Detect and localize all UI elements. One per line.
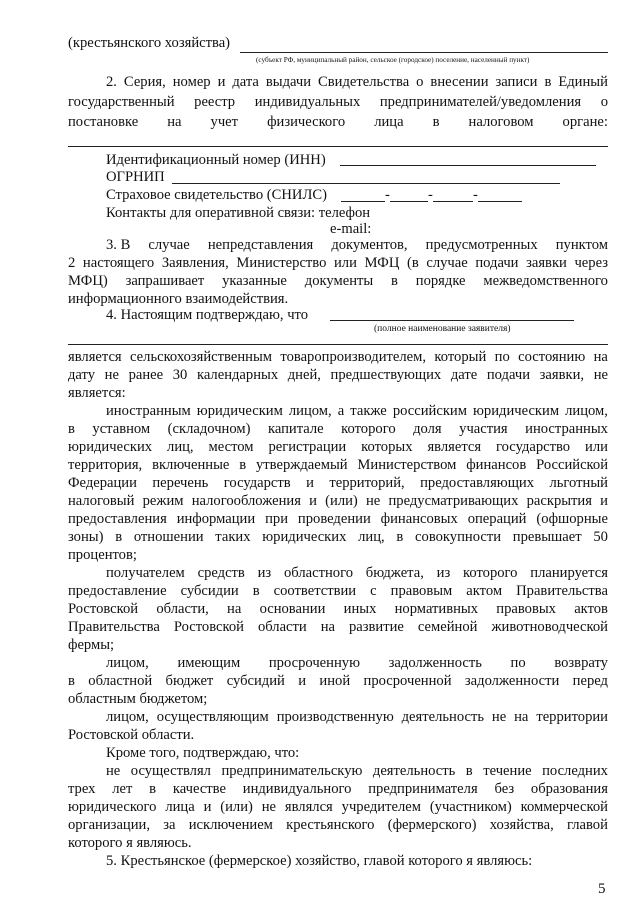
- applicant-fill-line: [68, 344, 608, 345]
- word: финансов: [466, 457, 527, 473]
- word: образования: [530, 781, 608, 797]
- word: которого: [341, 421, 396, 437]
- section3-line4: информационного взаимодействия.: [68, 291, 289, 307]
- word: или: [585, 439, 608, 455]
- snils-sep-2: -: [428, 187, 433, 203]
- word: просроченной: [363, 673, 452, 689]
- word: зоны): [68, 529, 104, 545]
- word: пунктом: [555, 237, 608, 253]
- word: информации: [176, 511, 256, 527]
- p3-line4: [68, 618, 608, 636]
- word: МФЦ: [364, 255, 400, 271]
- p2-line4: [68, 456, 608, 474]
- p2-line3: [68, 438, 608, 456]
- word: 3. В: [106, 237, 131, 253]
- p7-line1: [106, 762, 608, 780]
- word: в: [396, 529, 404, 545]
- word: Федерации: [68, 475, 137, 491]
- word: постановке: [68, 114, 139, 130]
- word: в: [252, 583, 260, 599]
- word: не: [261, 799, 277, 815]
- word: задолженность: [388, 655, 482, 671]
- word: Ростовской: [173, 619, 244, 635]
- word: на: [320, 619, 336, 635]
- word: запрашивает: [125, 273, 205, 289]
- word: раскрытия: [526, 493, 592, 509]
- word: не: [365, 493, 381, 509]
- word: Министерство: [236, 255, 327, 271]
- section3-line3: [68, 272, 608, 290]
- page-number: 5: [598, 881, 606, 897]
- word: таких: [215, 529, 251, 545]
- snils-sep-3: -: [473, 187, 478, 203]
- snils-label: Страховое свидетельство (СНИЛС): [106, 187, 327, 203]
- word: при: [265, 511, 289, 527]
- word: областного: [284, 565, 353, 581]
- ogrnip-fill-line: [172, 183, 560, 184]
- word: предоставление: [68, 583, 167, 599]
- word: территории: [536, 709, 608, 725]
- word: бюджет: [165, 673, 214, 689]
- word: в: [432, 114, 440, 130]
- word: реестр: [194, 94, 236, 110]
- word: операций: [467, 511, 527, 527]
- word: МФЦ): [68, 273, 108, 289]
- word: подачи: [486, 367, 531, 383]
- word: предоставления: [68, 511, 167, 527]
- word: юридического: [68, 799, 157, 815]
- word: предоставляющих: [420, 475, 535, 491]
- word: в: [544, 74, 552, 90]
- word: и: [217, 74, 226, 90]
- word: являлся: [284, 799, 333, 815]
- p5-line1: [106, 708, 608, 726]
- word: и: [306, 475, 314, 491]
- word: областной: [88, 673, 153, 689]
- word: субсидий: [226, 673, 285, 689]
- word: иных: [343, 601, 377, 617]
- word: осуществляющим: [156, 709, 269, 725]
- word: 50: [593, 529, 608, 545]
- word: последних: [542, 763, 608, 779]
- word: участия: [459, 421, 508, 437]
- word: правовых: [496, 601, 556, 617]
- word: номер: [172, 74, 211, 90]
- p2-line1: [106, 402, 608, 420]
- word: отношении: [133, 529, 204, 545]
- word: через: [574, 255, 608, 271]
- word: юридических: [68, 439, 153, 455]
- word: которого: [463, 565, 518, 581]
- word: (офшорные: [536, 511, 608, 527]
- word: документы: [304, 273, 374, 289]
- word: в: [391, 273, 398, 289]
- word: без: [494, 781, 515, 797]
- word: предпринимательскую: [221, 763, 363, 779]
- word: трех: [68, 781, 96, 797]
- section3-line1: [106, 236, 608, 254]
- word: лицом,: [288, 403, 332, 419]
- word: регистрации: [268, 439, 347, 455]
- word: превышает: [512, 529, 582, 545]
- word: проведении: [297, 511, 371, 527]
- word: развитие: [349, 619, 404, 635]
- word: дату: [68, 367, 96, 383]
- word: выдачи: [265, 74, 312, 90]
- word: который: [434, 349, 487, 365]
- word: в: [239, 457, 247, 473]
- word: лица: [374, 114, 404, 130]
- word: иностранным: [106, 403, 191, 419]
- word: местом: [208, 439, 254, 455]
- word: о: [600, 94, 608, 110]
- word: за: [163, 817, 176, 833]
- p6-line: Кроме того, подтверждаю, что:: [106, 745, 300, 761]
- word: получателем: [106, 565, 185, 581]
- word: а: [337, 403, 345, 419]
- word: Правительства: [68, 619, 160, 635]
- word: актов: [574, 601, 608, 617]
- word: (или): [325, 493, 358, 509]
- word: в: [68, 673, 75, 689]
- snils-part4-line: [478, 201, 522, 202]
- word: (в: [406, 255, 419, 271]
- snils-part3-line: [433, 201, 473, 202]
- word: утверждаемый: [256, 457, 348, 473]
- word: налогообложения: [191, 493, 301, 509]
- word: внесении: [430, 74, 489, 90]
- p1-line3: является:: [68, 385, 126, 401]
- word: налоговом: [468, 114, 534, 130]
- word: течение: [483, 763, 532, 779]
- word: российским: [392, 403, 467, 419]
- word: товаропроизводителем,: [280, 349, 427, 365]
- word: Заявления,: [161, 255, 229, 271]
- p2-line9: процентов;: [68, 547, 137, 563]
- word: индивидуального: [242, 781, 352, 797]
- word: лицом,: [106, 709, 149, 725]
- word: субсидии: [180, 583, 239, 599]
- word: дней,: [287, 367, 321, 383]
- word: иной: [319, 673, 351, 689]
- word: и: [600, 493, 608, 509]
- section4-caption: (полное наименование заявителя): [374, 324, 511, 334]
- word: в: [115, 529, 123, 545]
- word: о: [416, 74, 424, 90]
- word: заявки: [526, 255, 567, 271]
- word: (участником): [429, 799, 512, 815]
- word: производственную: [276, 709, 394, 725]
- word: из: [257, 565, 272, 581]
- word: также: [350, 403, 387, 419]
- word: учредителем: [341, 799, 421, 815]
- word: задолженности: [464, 673, 560, 689]
- word: 2.: [106, 74, 117, 90]
- section2-line1: [106, 73, 608, 91]
- word: непредставления: [207, 237, 314, 253]
- word: или: [334, 255, 357, 271]
- p7-line3: [68, 798, 608, 816]
- p4-line1: [106, 654, 608, 672]
- word: записи: [495, 74, 538, 90]
- email-label: e-mail:: [330, 221, 372, 237]
- word: не: [106, 763, 121, 779]
- word: соответствии: [273, 583, 357, 599]
- section2-line3: [68, 113, 608, 131]
- word: лицом,: [106, 655, 149, 671]
- word: области: [257, 619, 307, 635]
- p3-line1: [106, 564, 608, 582]
- word: юридическим: [196, 403, 283, 419]
- inn-label: Идентификационный номер (ИНН): [106, 152, 326, 168]
- p7-line4: [68, 816, 608, 834]
- word: перед: [572, 673, 608, 689]
- word: по: [510, 655, 526, 671]
- word: заявки,: [539, 367, 585, 383]
- word: планируется: [530, 565, 608, 581]
- word: (или): [220, 799, 253, 815]
- p2-line5: [68, 474, 608, 492]
- word: дата: [232, 74, 259, 90]
- p3-line2: [68, 582, 608, 600]
- word: совокупности: [415, 529, 502, 545]
- word: которых: [361, 439, 413, 455]
- p2-line6: [68, 492, 608, 510]
- word: на: [593, 349, 608, 365]
- word: на: [167, 114, 182, 130]
- word: порядке: [415, 273, 466, 289]
- word: государство: [496, 439, 571, 455]
- word: случае: [426, 255, 468, 271]
- word: Свидетельства: [318, 74, 410, 90]
- word: деятельность: [372, 763, 456, 779]
- word: дате: [450, 367, 478, 383]
- word: государств: [223, 475, 291, 491]
- word: лиц,: [358, 529, 385, 545]
- word: и: [309, 493, 317, 509]
- word: на: [514, 709, 529, 725]
- word: территория,: [68, 457, 143, 473]
- p7-line5: которого я являюсь.: [68, 835, 192, 851]
- word: хозяйства,: [489, 817, 554, 833]
- word: по: [494, 349, 510, 365]
- p3-line3: [68, 600, 608, 618]
- p5-line2: Ростовской области.: [68, 727, 195, 743]
- word: подачи: [475, 255, 519, 271]
- section2-line2: [68, 93, 608, 111]
- word: календарных: [196, 367, 279, 383]
- word: крестьянского: [286, 817, 375, 833]
- inn-fill-line: [340, 165, 596, 166]
- word: в: [149, 781, 157, 797]
- word: осуществлял: [130, 763, 211, 779]
- word: юридическим: [473, 403, 560, 419]
- p7-line2: [68, 780, 608, 798]
- word: коммерческой: [520, 799, 608, 815]
- word: главой: [567, 817, 608, 833]
- word: из: [436, 565, 451, 581]
- word: капитале: [267, 421, 324, 437]
- word: индивидуальных: [254, 94, 361, 110]
- word: актом: [466, 583, 503, 599]
- word: 30: [172, 367, 188, 383]
- p2-line8: [68, 528, 608, 546]
- word: государственный: [68, 94, 175, 110]
- word: возврату: [554, 655, 608, 671]
- snils-part1-line: [341, 201, 385, 202]
- word: случае: [148, 237, 190, 253]
- word: режим: [142, 493, 184, 509]
- word: и: [298, 673, 307, 689]
- farm-fill-line: [240, 52, 608, 53]
- word: финансовых: [380, 511, 458, 527]
- word: учет: [210, 114, 239, 130]
- word: в: [68, 421, 75, 437]
- ogrnip-label: ОГРНИП: [106, 169, 165, 185]
- word: семейной: [417, 619, 478, 635]
- word: иностранных: [525, 421, 608, 437]
- word: Серия,: [123, 74, 166, 90]
- word: области,: [156, 601, 209, 617]
- p2-line2: [68, 420, 608, 438]
- word: не: [491, 709, 507, 725]
- word: имеющим: [177, 655, 241, 671]
- p1-line1: [68, 348, 608, 366]
- word: деятельность: [401, 709, 485, 725]
- word: предшествующих: [330, 367, 442, 383]
- snils-sep-1: -: [385, 187, 390, 203]
- word: предусмотренных: [425, 237, 538, 253]
- word: бюджета,: [365, 565, 424, 581]
- word: органе:: [562, 114, 608, 130]
- word: юридических: [262, 529, 347, 545]
- word: основании: [259, 601, 326, 617]
- word: 2: [68, 255, 76, 271]
- section2-fill-line: [68, 146, 608, 147]
- word: Ростовской: [68, 601, 139, 617]
- word: нормативных: [394, 601, 479, 617]
- word: Министерством: [357, 457, 457, 473]
- farm-label: (крестьянского хозяйства): [68, 35, 231, 51]
- p4-line2: [68, 672, 608, 690]
- word: межведомственного: [483, 273, 608, 289]
- word: настоящего: [82, 255, 155, 271]
- word: не: [593, 367, 608, 383]
- farm-caption: (субъект РФ, муниципальный район, сельское (городское) поселение, населенный пункт): [256, 56, 530, 64]
- p3-line5: фермы;: [68, 637, 115, 653]
- word: (складочном): [167, 421, 251, 437]
- word: льготный: [549, 475, 608, 491]
- word: перечень: [152, 475, 209, 491]
- word: исключением: [188, 817, 273, 833]
- word: правовым: [390, 583, 453, 599]
- word: предпринимателей/уведомления: [379, 94, 582, 110]
- word: территорий,: [329, 475, 405, 491]
- section4-label: 4. Настоящим подтверждаю, что: [106, 307, 309, 323]
- word: не: [104, 367, 119, 383]
- word: указанные: [222, 273, 287, 289]
- contacts-label: Контакты для оперативной связи: телефон: [106, 205, 371, 221]
- word: предпринимателя: [368, 781, 478, 797]
- word: доля: [413, 421, 442, 437]
- word: Правительства: [516, 583, 608, 599]
- word: налоговый: [68, 493, 135, 509]
- word: в: [465, 763, 473, 779]
- p4-line3: областным бюджетом;: [68, 691, 208, 707]
- section4-fill-line: [330, 320, 574, 321]
- word: предусматривающих: [388, 493, 519, 509]
- word: включенные: [152, 457, 230, 473]
- word: качестве: [172, 781, 226, 797]
- word: лет: [112, 781, 133, 797]
- p2-line7: [68, 510, 608, 528]
- word: и: [203, 799, 212, 815]
- p1-line2: [68, 366, 608, 384]
- word: документов,: [331, 237, 408, 253]
- word: ранее: [128, 367, 164, 383]
- word: с: [370, 583, 377, 599]
- word: уставном: [92, 421, 151, 437]
- word: физического: [267, 114, 346, 130]
- word: животноводческой: [491, 619, 608, 635]
- word: организации,: [68, 817, 150, 833]
- word: Российской: [536, 457, 608, 473]
- word: является: [427, 439, 482, 455]
- word: сельскохозяйственным: [130, 349, 272, 365]
- word: лица: [165, 799, 195, 815]
- word: лицом,: [565, 403, 608, 419]
- word: на: [227, 601, 242, 617]
- word: является: [68, 349, 122, 365]
- word: состоянию: [518, 349, 586, 365]
- word: средств: [197, 565, 245, 581]
- word: (фермерского): [387, 817, 477, 833]
- word: просроченную: [268, 655, 360, 671]
- p8-line: 5. Крестьянское (фермерское) хозяйство, главой которого я являюсь:: [106, 853, 533, 869]
- snils-part2-line: [390, 201, 428, 202]
- word: лиц,: [167, 439, 194, 455]
- section3-line2: [68, 254, 608, 272]
- word: Единый: [558, 74, 608, 90]
